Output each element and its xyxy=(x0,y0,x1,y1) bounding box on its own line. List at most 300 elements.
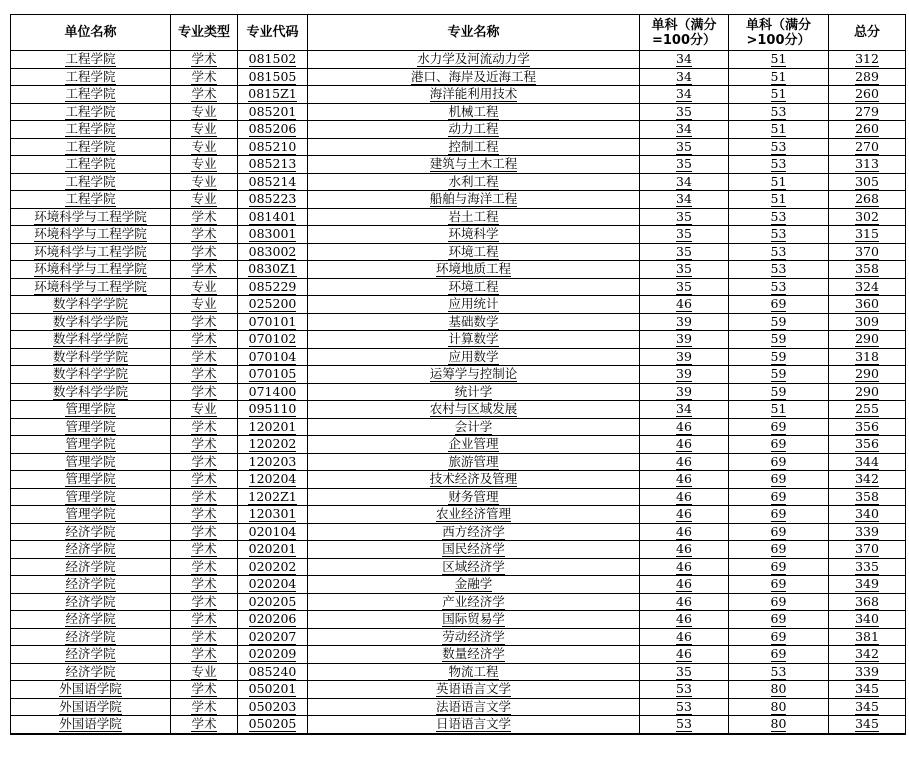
code-cell-text: 020202 xyxy=(248,558,297,574)
single-over-100-cell-text: 53 xyxy=(770,226,787,242)
single-100-cell xyxy=(640,278,729,296)
total-cell-text: 270 xyxy=(855,138,879,154)
single-100-cell-text: 35 xyxy=(676,226,692,242)
unit-cell xyxy=(11,401,171,419)
total-cell-text: 313 xyxy=(855,156,879,172)
major-cell xyxy=(308,331,640,349)
total-cell xyxy=(829,331,906,349)
unit-cell xyxy=(11,278,171,296)
total-cell-text: 356 xyxy=(855,436,879,452)
unit-cell-text: 经济学院 xyxy=(65,628,116,644)
type-cell xyxy=(171,628,238,646)
type-cell-text: 学术 xyxy=(191,611,217,627)
type-cell xyxy=(171,86,238,104)
total-cell xyxy=(829,261,906,279)
code-cell xyxy=(238,296,308,314)
table-row xyxy=(11,453,906,471)
code-cell xyxy=(238,86,308,104)
single-over-100-cell xyxy=(729,506,829,524)
single-100-cell-text: 46 xyxy=(676,646,692,662)
unit-cell xyxy=(11,698,171,716)
single-over-100-cell-text: 51 xyxy=(770,173,787,189)
single-over-100-cell-text: 59 xyxy=(770,348,787,364)
type-cell-text: 学术 xyxy=(191,558,217,574)
total-cell xyxy=(829,436,906,454)
single-over-100-cell-text: 59 xyxy=(770,331,787,347)
major-cell-text: 统计学 xyxy=(454,383,493,399)
single-over-100-cell-text: 53 xyxy=(770,138,787,154)
code-cell xyxy=(238,243,308,261)
single-100-cell-text: 46 xyxy=(676,541,692,557)
single-over-100-cell-text: 69 xyxy=(770,541,787,557)
unit-cell xyxy=(11,523,171,541)
table-row xyxy=(11,576,906,594)
major-cell xyxy=(308,243,640,261)
type-cell-text: 学术 xyxy=(191,436,217,452)
code-cell-text: 070104 xyxy=(248,348,297,364)
single-over-100-cell xyxy=(729,348,829,366)
single-over-100-cell xyxy=(729,366,829,384)
single-100-cell xyxy=(640,138,729,156)
major-cell xyxy=(308,576,640,594)
type-cell xyxy=(171,506,238,524)
type-cell-text: 学术 xyxy=(191,471,217,487)
single-over-100-cell-text: 69 xyxy=(770,418,787,434)
code-cell xyxy=(238,611,308,629)
single-over-100-cell xyxy=(729,156,829,174)
major-cell-text: 海洋能利用技术 xyxy=(429,86,518,102)
single-100-cell xyxy=(640,453,729,471)
unit-cell xyxy=(11,51,171,69)
major-cell xyxy=(308,418,640,436)
single-100-cell-text: 46 xyxy=(676,488,692,504)
code-cell xyxy=(238,593,308,611)
single-over-100-cell xyxy=(729,103,829,121)
table-row xyxy=(11,401,906,419)
single-100-cell-text: 34 xyxy=(676,51,692,67)
type-cell xyxy=(171,243,238,261)
type-cell-text: 学术 xyxy=(191,261,217,277)
table-row xyxy=(11,173,906,191)
unit-cell xyxy=(11,488,171,506)
unit-cell xyxy=(11,593,171,611)
table-row xyxy=(11,331,906,349)
code-cell-text: 085223 xyxy=(248,191,297,207)
single-over-100-cell xyxy=(729,173,829,191)
single-100-cell-text: 46 xyxy=(676,628,692,644)
table-row xyxy=(11,208,906,226)
unit-cell-text: 环境科学与工程学院 xyxy=(34,243,147,259)
single-over-100-cell xyxy=(729,436,829,454)
code-cell xyxy=(238,401,308,419)
major-cell xyxy=(308,698,640,716)
code-cell xyxy=(238,348,308,366)
single-100-cell-text: 35 xyxy=(676,103,692,119)
major-cell xyxy=(308,208,640,226)
code-cell-text: 083002 xyxy=(248,243,297,259)
single-over-100-cell xyxy=(729,296,829,314)
unit-cell xyxy=(11,366,171,384)
unit-cell-text: 环境科学与工程学院 xyxy=(34,208,147,224)
table-row xyxy=(11,488,906,506)
single-over-100-cell xyxy=(729,243,829,261)
total-cell xyxy=(829,558,906,576)
major-cell-text: 劳动经济学 xyxy=(442,628,505,644)
major-cell xyxy=(308,383,640,401)
type-cell xyxy=(171,646,238,664)
single-over-100-cell xyxy=(729,541,829,559)
unit-cell xyxy=(11,173,171,191)
major-cell xyxy=(308,523,640,541)
single-over-100-cell-text: 69 xyxy=(770,611,787,627)
major-cell xyxy=(308,173,640,191)
single-100-cell xyxy=(640,488,729,506)
single-over-100-cell-text: 51 xyxy=(770,121,787,137)
single-100-cell-text: 34 xyxy=(676,86,692,102)
header-major: 专业名称 xyxy=(308,15,640,51)
total-cell-text: 309 xyxy=(855,313,879,329)
code-cell xyxy=(238,663,308,681)
total-cell xyxy=(829,86,906,104)
major-cell xyxy=(308,628,640,646)
code-cell xyxy=(238,103,308,121)
major-cell xyxy=(308,226,640,244)
type-cell-text: 学术 xyxy=(191,506,217,522)
major-cell-text: 金融学 xyxy=(454,576,493,592)
header-single-over-100: 单科（满分>100分） xyxy=(729,15,829,51)
total-cell xyxy=(829,541,906,559)
single-over-100-cell-text: 51 xyxy=(770,191,787,207)
single-over-100-cell-text: 51 xyxy=(770,68,787,84)
type-cell xyxy=(171,576,238,594)
unit-cell xyxy=(11,331,171,349)
total-cell-text: 290 xyxy=(855,383,879,399)
major-cell xyxy=(308,453,640,471)
single-over-100-cell-text: 59 xyxy=(770,366,787,382)
total-cell xyxy=(829,628,906,646)
major-cell xyxy=(308,681,640,699)
unit-cell-text: 经济学院 xyxy=(65,663,116,679)
type-cell-text: 学术 xyxy=(191,331,217,347)
unit-cell xyxy=(11,348,171,366)
unit-cell xyxy=(11,646,171,664)
major-cell-text: 水力学及河流动力学 xyxy=(417,51,530,67)
code-cell xyxy=(238,366,308,384)
table-row xyxy=(11,628,906,646)
single-over-100-cell-text: 69 xyxy=(770,576,787,592)
code-cell-text: 071400 xyxy=(248,383,297,399)
single-100-cell xyxy=(640,103,729,121)
table-row xyxy=(11,51,906,69)
code-cell xyxy=(238,523,308,541)
unit-cell-text: 数学科学学院 xyxy=(52,313,128,329)
type-cell-text: 学术 xyxy=(191,628,217,644)
single-100-cell-text: 46 xyxy=(676,296,692,312)
single-100-cell-text: 46 xyxy=(676,506,692,522)
code-cell xyxy=(238,226,308,244)
table-row xyxy=(11,506,906,524)
major-cell-text: 产业经济学 xyxy=(442,593,505,609)
major-cell-text: 港口、海岸及近海工程 xyxy=(410,68,536,84)
single-over-100-cell xyxy=(729,331,829,349)
code-cell xyxy=(238,138,308,156)
type-cell-text: 学术 xyxy=(191,576,217,592)
total-cell xyxy=(829,191,906,209)
table-row xyxy=(11,436,906,454)
unit-cell-text: 管理学院 xyxy=(65,506,116,522)
major-cell-text: 船舶与海洋工程 xyxy=(429,191,518,207)
unit-cell-text: 数学科学学院 xyxy=(52,331,128,347)
code-cell xyxy=(238,628,308,646)
type-cell-text: 学术 xyxy=(191,226,217,242)
unit-cell-text: 经济学院 xyxy=(65,611,116,627)
type-cell xyxy=(171,51,238,69)
major-cell-text: 企业管理 xyxy=(448,436,499,452)
table-row xyxy=(11,698,906,716)
table-row xyxy=(11,593,906,611)
single-over-100-cell-text: 53 xyxy=(770,208,787,224)
major-cell xyxy=(308,436,640,454)
type-cell-text: 学术 xyxy=(191,86,217,102)
unit-cell-text: 工程学院 xyxy=(65,173,116,189)
code-cell xyxy=(238,191,308,209)
major-cell xyxy=(308,51,640,69)
single-100-cell xyxy=(640,663,729,681)
major-cell xyxy=(308,401,640,419)
single-over-100-cell xyxy=(729,418,829,436)
total-cell xyxy=(829,51,906,69)
header-single-100: 单科（满分=100分） xyxy=(640,15,729,51)
code-cell xyxy=(238,51,308,69)
single-over-100-cell xyxy=(729,663,829,681)
single-100-cell-text: 35 xyxy=(676,138,692,154)
unit-cell-text: 外国语学院 xyxy=(59,716,122,732)
single-100-cell-text: 34 xyxy=(676,173,692,189)
single-over-100-cell xyxy=(729,313,829,331)
total-cell-text: 335 xyxy=(855,558,879,574)
single-100-cell xyxy=(640,208,729,226)
table-row xyxy=(11,611,906,629)
major-cell-text: 英语语言文学 xyxy=(435,681,511,697)
total-cell-text: 358 xyxy=(855,488,879,504)
unit-cell-text: 经济学院 xyxy=(65,576,116,592)
total-cell-text: 360 xyxy=(855,296,879,312)
header-code: 专业代码 xyxy=(238,15,308,51)
type-cell-text: 学术 xyxy=(191,488,217,504)
single-100-cell-text: 39 xyxy=(676,383,692,399)
unit-cell-text: 环境科学与工程学院 xyxy=(34,261,147,277)
type-cell xyxy=(171,348,238,366)
code-cell xyxy=(238,471,308,489)
unit-cell xyxy=(11,611,171,629)
total-cell-text: 345 xyxy=(855,681,879,697)
type-cell-text: 学术 xyxy=(191,681,217,697)
single-over-100-cell xyxy=(729,86,829,104)
single-100-cell xyxy=(640,226,729,244)
single-over-100-cell-text: 80 xyxy=(770,716,787,732)
major-cell-text: 国民经济学 xyxy=(442,541,505,557)
single-over-100-cell xyxy=(729,51,829,69)
code-cell-text: 081502 xyxy=(248,51,297,67)
major-cell xyxy=(308,506,640,524)
unit-cell-text: 经济学院 xyxy=(65,646,116,662)
single-100-cell-text: 35 xyxy=(676,208,692,224)
unit-cell-text: 工程学院 xyxy=(65,191,116,207)
single-over-100-cell xyxy=(729,121,829,139)
total-cell xyxy=(829,68,906,86)
single-over-100-cell xyxy=(729,208,829,226)
code-cell-text: 085210 xyxy=(248,138,297,154)
total-cell xyxy=(829,576,906,594)
major-cell-text: 法语语言文学 xyxy=(435,698,511,714)
type-cell-text: 学术 xyxy=(191,716,217,732)
unit-cell xyxy=(11,103,171,121)
total-cell xyxy=(829,173,906,191)
type-cell-text: 专业 xyxy=(191,121,217,137)
single-100-cell-text: 35 xyxy=(676,261,692,277)
single-over-100-cell-text: 69 xyxy=(770,453,787,469)
single-100-cell xyxy=(640,331,729,349)
unit-cell-text: 数学科学学院 xyxy=(52,296,128,312)
total-cell-text: 370 xyxy=(855,541,879,557)
code-cell-text: 070105 xyxy=(248,366,297,382)
code-cell xyxy=(238,278,308,296)
single-over-100-cell xyxy=(729,383,829,401)
single-100-cell-text: 34 xyxy=(676,68,692,84)
code-cell-text: 085206 xyxy=(248,121,297,137)
table-row xyxy=(11,156,906,174)
major-cell xyxy=(308,646,640,664)
single-100-cell xyxy=(640,51,729,69)
table-row xyxy=(11,523,906,541)
unit-cell xyxy=(11,418,171,436)
major-cell xyxy=(308,86,640,104)
code-cell-text: 085201 xyxy=(248,103,297,119)
major-cell xyxy=(308,366,640,384)
single-over-100-cell-text: 53 xyxy=(770,278,787,294)
major-cell-text: 建筑与土木工程 xyxy=(429,156,518,172)
table-row xyxy=(11,191,906,209)
type-cell xyxy=(171,698,238,716)
single-over-100-cell-text: 51 xyxy=(770,86,787,102)
major-cell-text: 应用数学 xyxy=(448,348,499,364)
single-100-cell xyxy=(640,523,729,541)
major-cell-text: 环境工程 xyxy=(448,278,499,294)
total-cell-text: 305 xyxy=(855,173,879,189)
table-row xyxy=(11,226,906,244)
single-over-100-cell-text: 69 xyxy=(770,628,787,644)
total-cell-text: 302 xyxy=(855,208,879,224)
type-cell xyxy=(171,716,238,734)
type-cell xyxy=(171,103,238,121)
type-cell xyxy=(171,226,238,244)
total-cell-text: 344 xyxy=(855,453,879,469)
code-cell-text: 020207 xyxy=(248,628,297,644)
table-row xyxy=(11,681,906,699)
major-cell-text: 农村与区域发展 xyxy=(429,401,518,417)
total-cell xyxy=(829,348,906,366)
code-cell-text: 050201 xyxy=(248,681,297,697)
table-row xyxy=(11,348,906,366)
single-100-cell xyxy=(640,436,729,454)
single-over-100-cell-text: 80 xyxy=(770,698,787,714)
single-100-cell xyxy=(640,86,729,104)
single-100-cell xyxy=(640,348,729,366)
total-cell xyxy=(829,716,906,734)
unit-cell xyxy=(11,716,171,734)
type-cell xyxy=(171,173,238,191)
major-cell-text: 区域经济学 xyxy=(442,558,505,574)
code-cell xyxy=(238,646,308,664)
unit-cell-text: 数学科学学院 xyxy=(52,366,128,382)
table-row xyxy=(11,366,906,384)
total-cell-text: 339 xyxy=(855,523,879,539)
single-100-cell xyxy=(640,243,729,261)
unit-cell-text: 经济学院 xyxy=(65,593,116,609)
single-over-100-cell xyxy=(729,611,829,629)
table-row xyxy=(11,261,906,279)
type-cell-text: 专业 xyxy=(191,156,217,172)
table-row xyxy=(11,646,906,664)
major-cell-text: 环境科学 xyxy=(448,226,499,242)
header-unit: 单位名称 xyxy=(11,15,171,51)
total-cell xyxy=(829,488,906,506)
code-cell xyxy=(238,436,308,454)
code-cell xyxy=(238,331,308,349)
table-body xyxy=(11,51,906,734)
total-cell-text: 279 xyxy=(855,103,879,119)
table-row xyxy=(11,418,906,436)
major-cell xyxy=(308,296,640,314)
table-row xyxy=(11,86,906,104)
major-cell-text: 岩土工程 xyxy=(448,208,499,224)
single-100-cell xyxy=(640,418,729,436)
type-cell xyxy=(171,541,238,559)
header-row xyxy=(11,15,906,51)
single-over-100-cell-text: 59 xyxy=(770,313,787,329)
major-cell xyxy=(308,156,640,174)
unit-cell xyxy=(11,156,171,174)
single-over-100-cell-text: 53 xyxy=(770,261,787,277)
total-cell xyxy=(829,366,906,384)
major-cell xyxy=(308,278,640,296)
unit-cell-text: 外国语学院 xyxy=(59,698,122,714)
code-cell xyxy=(238,453,308,471)
type-cell-text: 学术 xyxy=(191,453,217,469)
total-cell xyxy=(829,278,906,296)
single-100-cell xyxy=(640,68,729,86)
total-cell xyxy=(829,471,906,489)
table-row xyxy=(11,278,906,296)
single-over-100-cell-text: 53 xyxy=(770,103,787,119)
total-cell-text: 349 xyxy=(855,576,879,592)
total-cell xyxy=(829,313,906,331)
type-cell xyxy=(171,138,238,156)
single-over-100-cell-text: 51 xyxy=(770,51,787,67)
single-over-100-cell xyxy=(729,488,829,506)
type-cell-text: 专业 xyxy=(191,296,217,312)
total-cell-text: 358 xyxy=(855,261,879,277)
code-cell xyxy=(238,541,308,559)
total-cell-text: 345 xyxy=(855,716,879,732)
single-100-cell-text: 46 xyxy=(676,453,692,469)
unit-cell xyxy=(11,191,171,209)
unit-cell xyxy=(11,436,171,454)
table-row xyxy=(11,663,906,681)
major-cell-text: 财务管理 xyxy=(448,488,499,504)
single-100-cell xyxy=(640,506,729,524)
total-cell xyxy=(829,611,906,629)
